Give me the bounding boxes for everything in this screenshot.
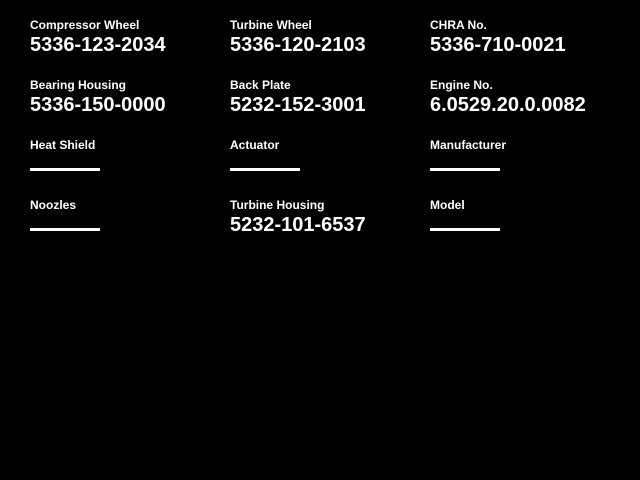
field-value: 6.0529.20.0.0082 — [430, 94, 586, 116]
field-bearing-housing — [30, 78, 230, 138]
field-label: Bearing Housing — [30, 78, 127, 92]
field-value: 5232-152-3001 — [230, 94, 366, 116]
empty-value-line — [30, 168, 100, 171]
field-manufacturer — [430, 138, 630, 198]
field-actuator — [230, 138, 430, 198]
field-label: Back Plate — [230, 78, 291, 92]
field-label: Actuator — [230, 138, 280, 152]
field-noozles — [30, 198, 230, 258]
field-back-plate — [230, 78, 430, 138]
field-model — [430, 198, 630, 258]
field-label: Turbine Wheel — [230, 18, 312, 32]
field-label: Noozles — [30, 198, 77, 212]
field-label: Model — [430, 198, 465, 212]
field-engine-no — [430, 78, 630, 138]
field-heat-shield — [30, 138, 230, 198]
empty-value-line — [30, 228, 100, 231]
empty-value-line — [430, 228, 500, 231]
field-value: 5336-710-0021 — [430, 34, 566, 56]
field-turbine-wheel — [230, 18, 430, 78]
field-chra-no — [430, 18, 630, 78]
field-value: 5336-150-0000 — [30, 94, 166, 116]
fields-grid — [30, 18, 630, 258]
field-value: 5336-120-2103 — [230, 34, 366, 56]
field-label: Engine No. — [430, 78, 493, 92]
field-label: CHRA No. — [430, 18, 487, 32]
field-label: Turbine Housing — [230, 198, 325, 212]
empty-value-line — [430, 168, 500, 171]
field-label: Manufacturer — [430, 138, 507, 152]
field-label: Heat Shield — [30, 138, 96, 152]
field-value: 5232-101-6537 — [230, 214, 366, 236]
field-turbine-housing — [230, 198, 430, 258]
empty-value-line — [230, 168, 300, 171]
field-label: Compressor Wheel — [30, 18, 140, 32]
field-value: 5336-123-2034 — [30, 34, 166, 56]
field-compressor-wheel — [30, 18, 230, 78]
